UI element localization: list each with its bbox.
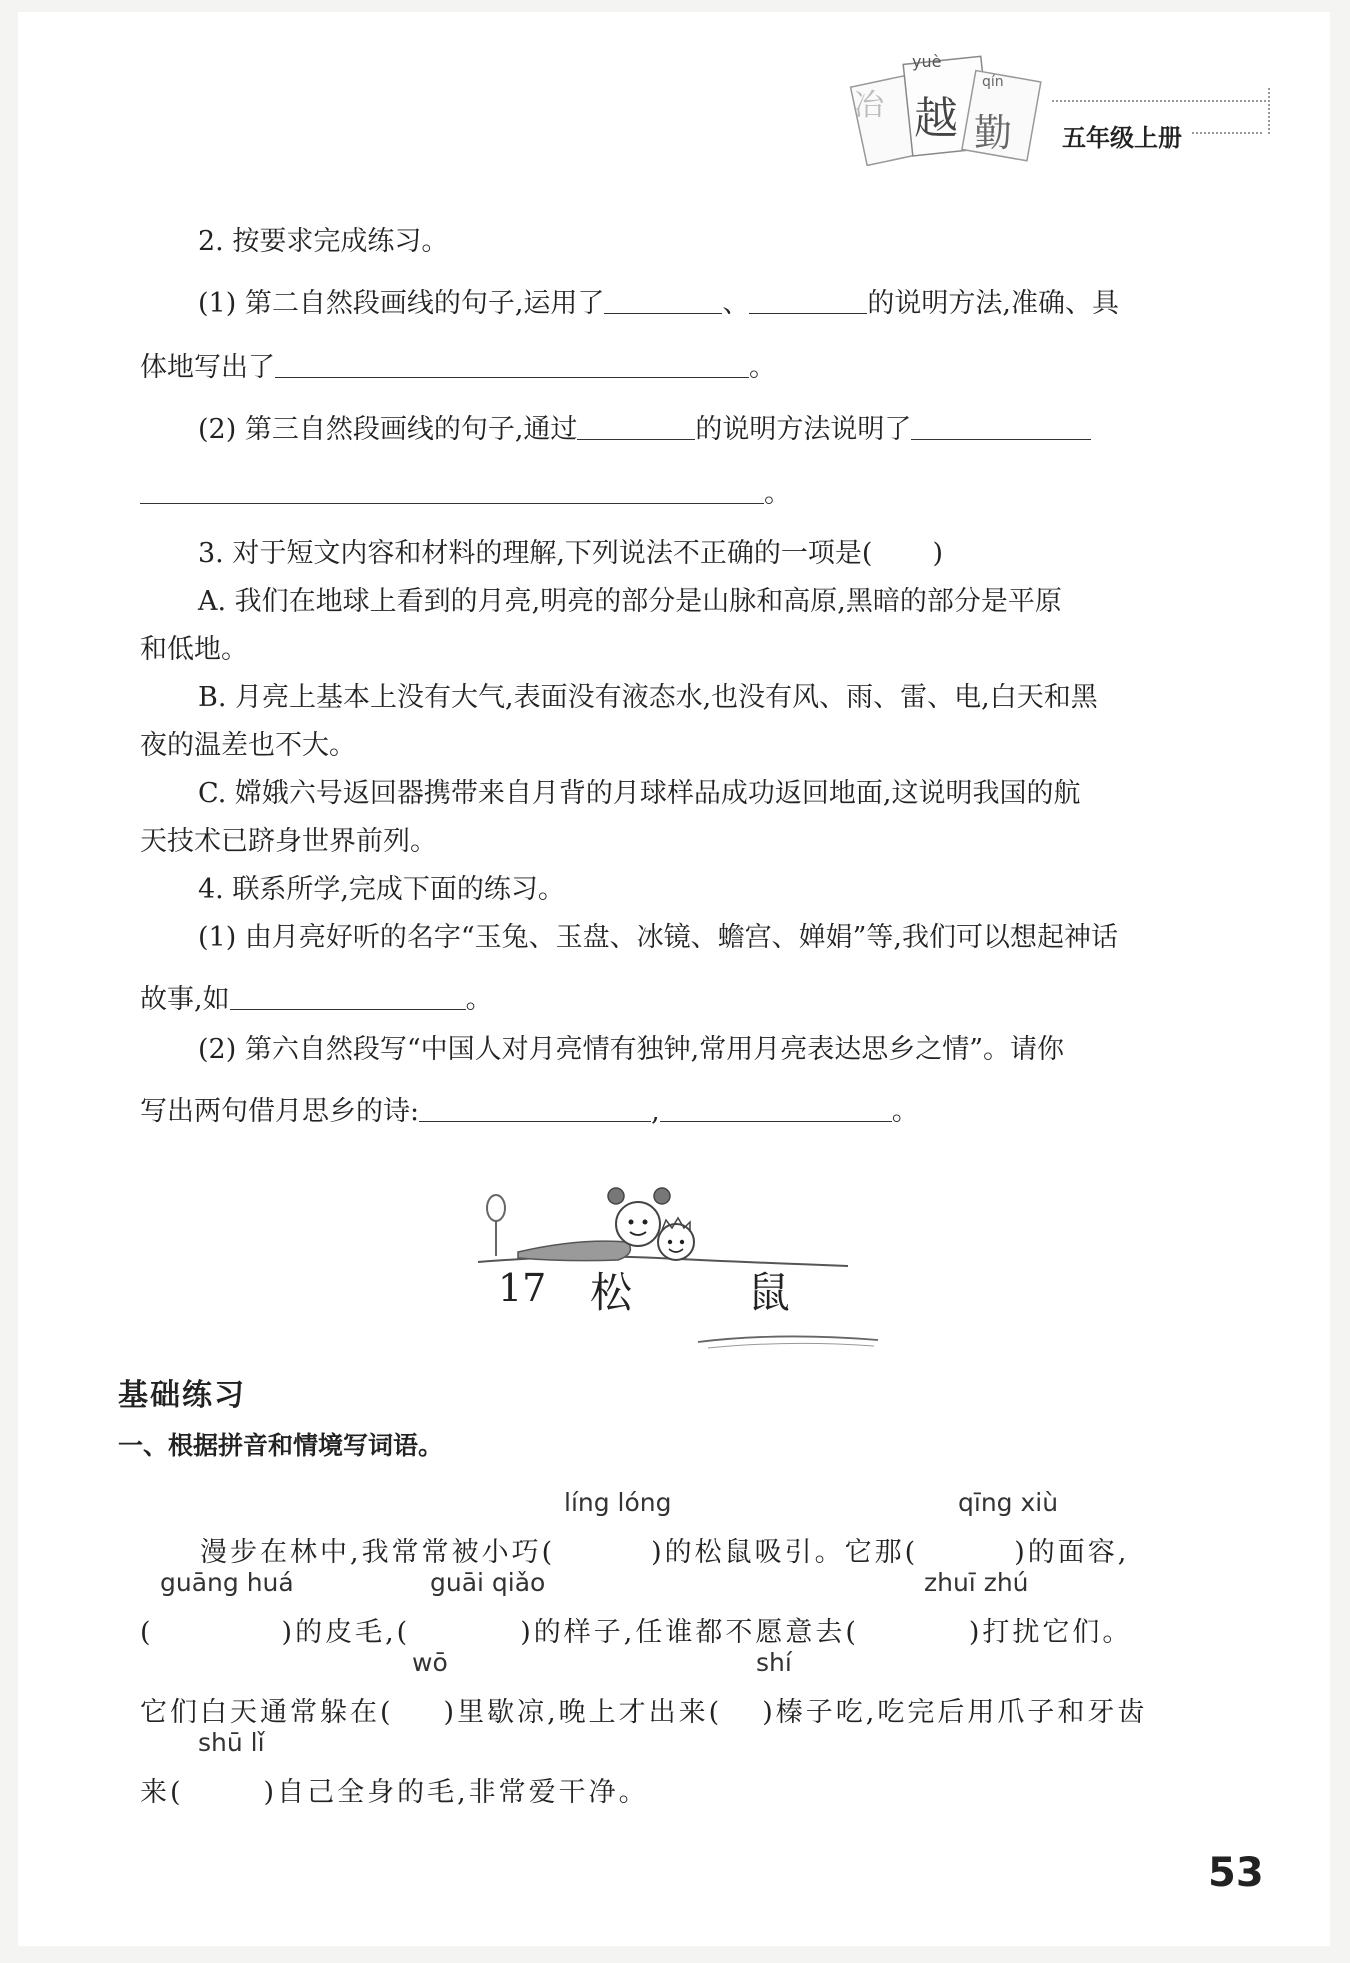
q4-2-sep: , [651, 1096, 660, 1127]
q2-1-text-c: 体地写出了 [140, 352, 275, 383]
q3-option-c-1: C. 嫦娥六号返回器携带来自月背的月球样品成功返回地面,这说明我国的航 [198, 778, 1081, 809]
q2-1-end: 。 [749, 352, 776, 383]
logo-char-1: 越 [914, 93, 958, 144]
q2-1-text-b: 的说明方法,准确、具 [867, 288, 1120, 319]
passage-line-1 [200, 1530, 1129, 1569]
q4-1-end: 。 [465, 984, 493, 1015]
l2-text-d: )打扰它们。 [968, 1617, 1133, 1648]
q2-1-blank-1[interactable] [604, 289, 722, 314]
grade-label: 五年级上册 [1062, 124, 1182, 152]
q3-title [198, 538, 943, 570]
q2-1-sep: 、 [722, 288, 750, 319]
header-dotted-line [1052, 100, 1270, 102]
l2-text-a: ( [140, 1617, 154, 1648]
pinyin-qingxiu: qīng xiù [958, 1488, 1059, 1517]
q2-1-blank-2[interactable] [749, 289, 867, 314]
q3-close-paren: ) [932, 538, 944, 569]
q2-1-line-2 [140, 352, 776, 384]
q4-1-line-1: (1) 由月亮好听的名字“玉兔、玉盘、冰镜、蟾宫、婵娟”等,我们可以想起神话 [198, 922, 1119, 953]
q2-2-blank-3[interactable] [140, 479, 764, 504]
pinyin-wo: wō [412, 1648, 448, 1677]
q3-title-text: 3. 对于短文内容和材料的理解,下列说法不正确的一项是( [198, 538, 873, 569]
header-dotted-edge [1268, 88, 1270, 134]
q2-2-line-2 [140, 478, 791, 510]
l1-text-b: )的松鼠吸引。它那( [651, 1537, 919, 1568]
q4-title: 4. 联系所学,完成下面的练习。 [198, 874, 565, 905]
section-title: 基础练习 [118, 1378, 246, 1413]
q4-1-line-2 [140, 984, 493, 1016]
lesson-title-char-2: 鼠 [748, 1268, 791, 1317]
pinyin-guanghua: guāng huá [160, 1568, 294, 1597]
q4-2-blank-2[interactable] [660, 1097, 892, 1122]
q2-2-text-a: (2) 第三自然段画线的句子,通过 [198, 414, 578, 445]
page-number: 53 [1208, 1850, 1264, 1896]
pinyin-shi: shí [756, 1648, 792, 1677]
q2-2-blank-1[interactable] [577, 415, 695, 440]
logo-pinyin-1: yuè [912, 52, 942, 71]
q4-1-text-b: 故事,如 [140, 984, 230, 1015]
l1-text-c: )的面容, [1014, 1537, 1130, 1568]
passage-line-2 [140, 1610, 1132, 1649]
lesson-title-char-1: 松 [590, 1268, 633, 1317]
q4-2-text-b: 写出两句借月思乡的诗: [140, 1096, 420, 1127]
logo-side-char: 冶 [854, 88, 884, 123]
pinyin-guaiqiao: guāi qiǎo [430, 1568, 546, 1597]
l3-text-a: 它们白天通常躲在( [140, 1697, 394, 1728]
logo-char-2: 勤 [974, 111, 1013, 155]
l4-text-a: 来( [140, 1777, 184, 1808]
l3-text-c: )榛子吃,吃完后用爪子和牙齿 [762, 1697, 1148, 1728]
passage-line-3 [140, 1690, 1147, 1729]
q2-2-text-b: 的说明方法说明了 [695, 414, 912, 445]
q1-title: 一、根据拼音和情境写词语。 [118, 1431, 444, 1460]
q4-2-line-2 [140, 1096, 919, 1128]
q2-2-end: 。 [764, 478, 791, 509]
q3-option-c-2: 天技术已跻身世界前列。 [140, 826, 437, 857]
q3-option-b-1: B. 月亮上基本上没有大气,表面没有液态水,也没有风、雨、雷、电,白天和黑 [198, 682, 1098, 713]
workbook-page [18, 12, 1330, 1946]
q4-2-end: 。 [891, 1096, 919, 1127]
q2-1-line-1 [198, 288, 1119, 320]
logo-pinyin-2: qín [982, 74, 1004, 90]
l3-text-b: )里歇凉,晚上才出来( [443, 1697, 723, 1728]
l1-text-a: 漫步在林中,我常常被小巧( [200, 1537, 556, 1568]
pinyin-zhuizhu: zhuī zhú [924, 1568, 1029, 1597]
lesson-number: 17 [498, 1266, 547, 1310]
pinyin-shuli: shū lǐ [198, 1728, 265, 1757]
q4-2-line-1: (2) 第六自然段写“中国人对月亮情有独钟,常用月亮表达思乡之情”。请你 [198, 1034, 1065, 1065]
q2-1-blank-3[interactable] [275, 353, 749, 378]
q3-option-a-2: 和低地。 [140, 634, 248, 665]
children-illustration-icon [458, 1172, 878, 1352]
q2-title: 2. 按要求完成练习。 [198, 226, 449, 257]
l2-text-b: )的皮毛,( [281, 1617, 411, 1648]
q2-1-text-a: (1) 第二自然段画线的句子,运用了 [198, 288, 605, 319]
q3-option-a-1: A. 我们在地球上看到的月亮,明亮的部分是山脉和高原,黑暗的部分是平原 [198, 586, 1062, 617]
q2-2-line-1 [198, 414, 1091, 446]
pinyin-linglong: líng lóng [564, 1488, 672, 1517]
q4-2-blank-1[interactable] [419, 1097, 651, 1122]
header-dotted-line-2 [1192, 132, 1262, 134]
q4-1-blank[interactable] [230, 985, 466, 1010]
q2-2-blank-2[interactable] [911, 415, 1091, 440]
q3-option-b-2: 夜的温差也不大。 [140, 730, 356, 761]
l2-text-c: )的样子,任谁都不愿意去( [520, 1617, 859, 1648]
l4-text-b: )自己全身的毛,非常爱干净。 [263, 1777, 649, 1808]
passage-line-4 [140, 1770, 649, 1809]
